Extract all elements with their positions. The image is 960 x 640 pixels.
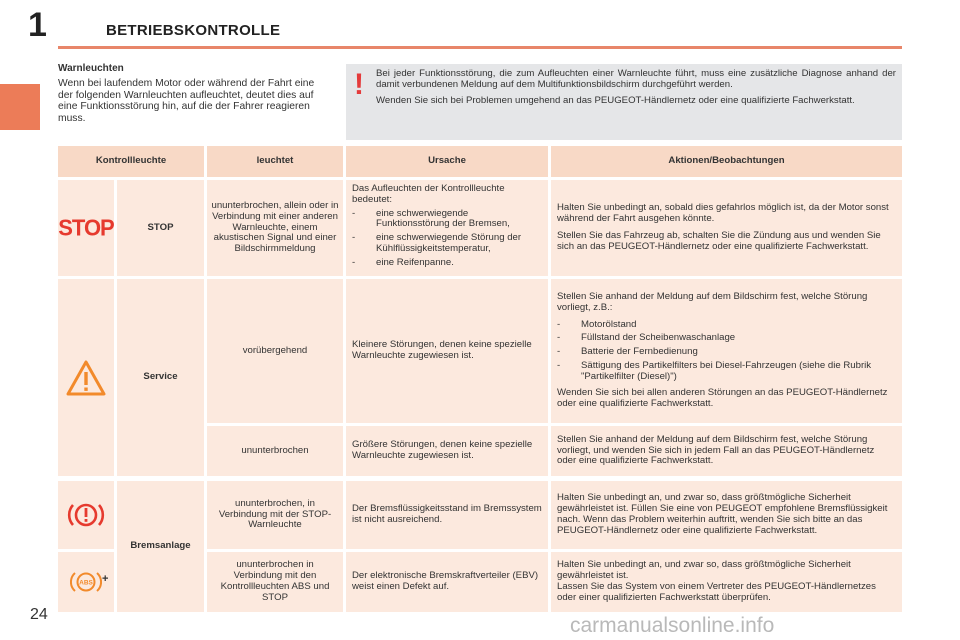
brake-aktion-1: Halten Sie unbedingt an, und zwar so, dass größtmögliche Sicherheit gewährleistet ist. Füllen Sie eine von PEUGEOT empfohlene Bremsflüssigkeit nach. Wenn das Problem weiterhin auftritt, wenden Sie sich bitte an das PEUGEOT-Händlernetz oder eine qualifizierte Fachwerkstatt. bbox=[551, 481, 902, 549]
brake-ursache-2: Der elektronische Bremskraftverteiler (EBV) weist einen Defekt auf. bbox=[346, 552, 548, 612]
warning-text-1: Bei jeder Funktionsstörung, die zum Aufleuchten einer Warnleuchte führt, muss eine zusätzliche Diagnose anhand der damit verbundenen Meldung auf dem Multifunktionsbildschirm durchgeführt werden. bbox=[376, 68, 896, 90]
list-item: - eine schwerwiegende Störung der Kühlflüssigkeitstemperatur, bbox=[352, 233, 542, 255]
intro-heading: Warnleuchten bbox=[58, 63, 124, 74]
list-item: - Sättigung des Partikelfilters bei Diesel-Fahrzeugen (siehe die Rubrik "Partikelfilter (Diesel)") bbox=[557, 361, 896, 383]
brake-warning-icon bbox=[67, 500, 105, 530]
service-aktion-1 bbox=[551, 279, 902, 423]
stop-ursache bbox=[346, 180, 548, 276]
abs-label: ABS bbox=[79, 579, 93, 587]
service-aktion-2: Stellen Sie anhand der Meldung auf dem Bildschirm fest, welche Störung vorliegt, und wenden Sie sich in jedem Fall an das PEUGEOT-Händlernetz oder eine qualifizierte Fachwerkstatt. bbox=[551, 426, 902, 476]
brake-aktion-2 bbox=[551, 552, 902, 612]
stop-leuchtet: ununterbrochen, allein oder in Verbindung mit einer anderen Warnleuchte, einem akustischen Signal und einer Bildschirmmeldung bbox=[207, 180, 343, 276]
chapter-title: BETRIEBSKONTROLLE bbox=[106, 22, 281, 39]
service-ursache-1: Kleinere Störungen, denen keine spezielle Warnleuchte zugewiesen ist. bbox=[346, 279, 548, 423]
header-leuchtet: leuchtet bbox=[207, 146, 343, 177]
page-number: 24 bbox=[30, 606, 48, 623]
brake-aktion-2-line2: Lassen Sie das System von einem Vertreter des PEUGEOT-Händlernetzes oder einer qualifizierten Fachwerkstatt überprüfen. bbox=[557, 581, 876, 603]
service-ursache-2: Größere Störungen, denen keine spezielle Warnleuchte zugewiesen ist. bbox=[346, 426, 548, 476]
brake-aktion-2-line1: Halten Sie unbedingt an, und zwar so, dass größtmögliche Sicherheit gewährleistet ist. bbox=[557, 559, 851, 582]
stop-ursache-intro: Das Aufleuchten der Kontrollleuchte bedeutet: bbox=[352, 183, 505, 205]
service-aktion-outro: Wenden Sie sich bei allen anderen Störungen an das PEUGEOT-Händlernetz oder eine qualifizierte Fachwerkstatt. bbox=[557, 387, 888, 410]
brake-ursache-1: Der Bremsflüssigkeitsstand im Bremssystem ist nicht ausreichend. bbox=[346, 481, 548, 549]
stop-aktion-1: Halten Sie unbedingt an, sobald dies gefahrlos möglich ist, da der Motor sonst während der Fahrt ausgehen könnte. bbox=[557, 202, 889, 225]
service-leuchtet-1: vorübergehend bbox=[207, 279, 343, 423]
stop-aktion-2: Stellen Sie das Fahrzeug ab, schalten Sie die Zündung aus und wenden Sie sich an das PEUGEOT-Händlernetz oder eine qualifizierte Fachwerkstatt. bbox=[557, 230, 881, 252]
list-item: - Batterie der Fernbedienung bbox=[557, 347, 896, 358]
service-aktion-list bbox=[557, 317, 896, 386]
brake-name: Bremsanlage bbox=[117, 481, 204, 612]
watermark: carmanualsonline.info bbox=[570, 614, 775, 637]
list-item: - Füllstand der Scheibenwaschanlage bbox=[557, 333, 896, 344]
header-aktionen: Aktionen/Beobachtungen bbox=[551, 146, 902, 177]
abs-plus: + bbox=[102, 573, 109, 585]
service-leuchtet-2: ununterbrochen bbox=[207, 426, 343, 476]
abs-warning-icon bbox=[70, 569, 102, 595]
chapter-number: 1 bbox=[28, 6, 47, 44]
service-aktion-intro: Stellen Sie anhand der Meldung auf dem Bildschirm fest, welche Störung vorliegt, z.B.: bbox=[557, 290, 868, 313]
intro-text: Wenn bei laufendem Motor oder während der Fahrt eine der folgenden Warnleuchten aufleuchtet, deutet dies auf eine Funktionsstörung hin, auf die der Fahrer reagieren muss. bbox=[58, 78, 315, 124]
service-name: Service bbox=[117, 279, 204, 476]
header-ursache: Ursache bbox=[346, 146, 548, 177]
list-item: - Motorölstand bbox=[557, 320, 896, 331]
service-icon-cell bbox=[58, 279, 114, 476]
stop-name: STOP bbox=[117, 180, 204, 276]
side-chapter-tab bbox=[0, 84, 40, 130]
brake-icon-cell bbox=[58, 481, 114, 549]
top-rule bbox=[58, 46, 902, 49]
brake-leuchtet-1: ununterbrochen, in Verbindung mit der STOP-Warnleuchte bbox=[207, 481, 343, 549]
warning-triangle-icon bbox=[66, 360, 106, 396]
brake-leuchtet-2: ununterbrochen in Verbindung mit den Kontrollleuchten ABS und STOP bbox=[207, 552, 343, 612]
list-item: - eine schwerwiegende Funktionsstörung der Bremsen, bbox=[352, 209, 542, 231]
header-kontrollleuchte: Kontrollleuchte bbox=[58, 146, 204, 177]
stop-icon-cell bbox=[58, 180, 114, 276]
list-item: - eine Reifenpanne. bbox=[352, 258, 542, 269]
exclamation-icon: ! bbox=[354, 68, 364, 101]
warning-box bbox=[346, 64, 902, 140]
stop-ursache-list bbox=[352, 209, 542, 269]
stop-aktion bbox=[551, 180, 902, 276]
warning-text-2: Wenden Sie sich bei Problemen umgehend an das PEUGEOT-Händlernetz oder eine qualifizierte Fachwerkstatt. bbox=[376, 95, 855, 106]
stop-warning-icon: STOP bbox=[58, 213, 114, 241]
